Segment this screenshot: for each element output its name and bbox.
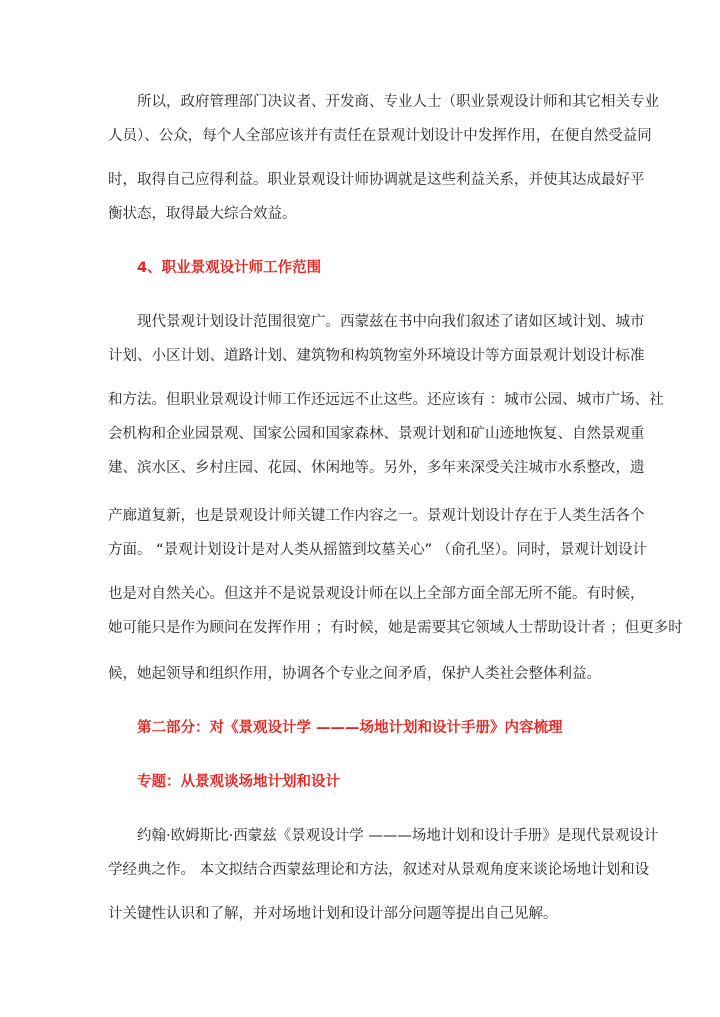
- paragraph-2-line-6: 产廊道复新，也是景观设计师关键工作内容之一。景观计划设计存在于人类生活各个: [108, 508, 645, 524]
- part-two-heading: 第二部分：对《景观设计学 ———场地计划和设计手册》内容梳理: [137, 720, 563, 736]
- paragraph-2-line-7: 方面。 “景观计划设计是对人类从摇篮到坟墓关心” （俞孔坚）。同时，景观计划设计: [108, 542, 647, 558]
- paragraph-2-line-4: 会机构和企业园景观、国家公园和国家森林、景观计划和矿山迹地恢复、自然景观重: [108, 426, 645, 442]
- paragraph-1-line-4: 衡状态，取得最大综合效益。: [108, 206, 297, 222]
- paragraph-3-line-2: 学经典之作。 本文拟结合西蒙兹理论和方法，叙述对从景观角度来谈论场地计划和设: [108, 862, 650, 878]
- paragraph-2-line-5: 建、滨水区、乡村庄园、花园、休闲地等。另外，多年来深受关注城市水系整改，遗: [108, 460, 645, 476]
- paragraph-2-line-3: 和方法。但职业景观设计师工作还远远不止这些。还应该有 ：城市公园、城市广场、社: [108, 392, 664, 408]
- paragraph-1-line-2: 人员）、公众，每个人全部应该并有责任在景观计划设计中发挥作用，在便自然受益同: [108, 128, 652, 144]
- paragraph-2-line-2: 计划、小区计划、道路计划、建筑物和构筑物室外环境设计等方面景观计划设计标准: [108, 348, 645, 364]
- paragraph-1-line-3: 时，取得自己应得利益。职业景观设计师协调就是这些利益关系，并使其达成最好平: [108, 172, 645, 188]
- paragraph-2-line-8: 也是对自然关心。但这并不是说景观设计师在以上全部方面全部无所不能。有时候，: [108, 586, 645, 602]
- paragraph-3-line-3: 计关键性认识和了解，并对场地计划和设计部分问题等提出自己见解。: [108, 906, 558, 922]
- section-heading-4: 4、职业景观设计师工作范围: [137, 260, 322, 276]
- paragraph-2-line-9: 她可能只是作为顾问在发挥作用 ；有时候，她是需要其它领域人士帮助设计者 ；但更多时: [108, 620, 683, 636]
- paragraph-2-line-1: 现代景观计划设计范围很宽广。西蒙兹在书中向我们叙述了诸如区域计划、城市: [137, 314, 645, 330]
- paragraph-3-line-1: 约翰·欧姆斯比·西蒙兹《景观设计学 ———场地计划和设计手册》是现代景观设计: [137, 828, 659, 844]
- paragraph-2-line-10: 候，她起领导和组织作用，协调各个专业之间矛盾，保护人类社会整体利益。: [108, 666, 601, 682]
- paragraph-1-line-1: 所以，政府管理部门决议者、开发商、专业人士（职业景观设计师和其它相关专业: [137, 94, 659, 110]
- topic-heading: 专题：从景观谈场地计划和设计: [137, 774, 340, 790]
